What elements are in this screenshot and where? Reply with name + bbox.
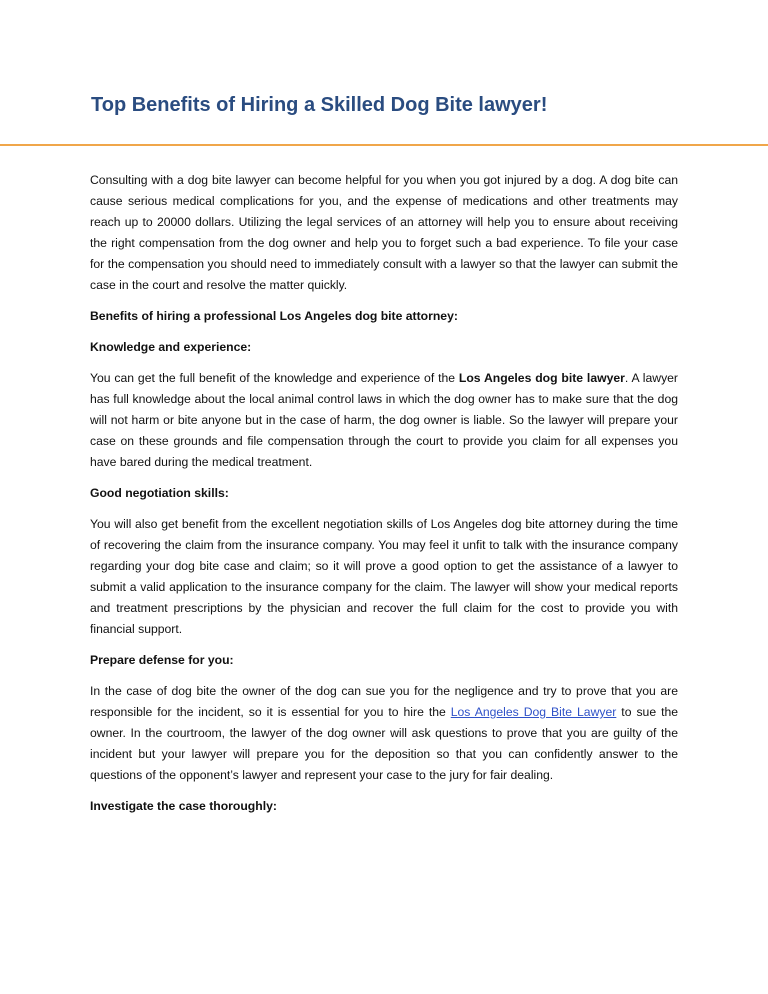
article-body [90,170,678,827]
knowledge-heading: Knowledge and experience: [90,340,252,354]
negotiation-paragraph: You will also get benefit from the excellent negotiation skills of Los Angeles dog bite attorney during the time of recovering the claim from the insurance company. You may feel it unfit to talk with the insurance company regarding your dog bite case and claim; so it will prove a good option to get the assistance of a lawyer to submit a valid application to the insurance company for the claim. The lawyer will show your medical reports and treatment prescriptions by the physician and recover the full claim for the cost to provide you with financial support. [90,517,678,636]
knowledge-bold-phrase: Los Angeles dog bite lawyer [458,371,625,385]
defense-text-before: In the case of dog bite the owner of the dog can sue you for the negligence and try to prove that you are responsible for the incident, so it is essential for you to hire the [90,684,678,719]
knowledge-text-after: . A lawyer has full knowledge about the local animal control laws in which the dog owner has to make sure that the dog will not harm or bite anyone but in the case of harm, the dog owner is liable. So the lawyer will prepare your case on these grounds and file compensation through the court to provide you claim for all expenses you have bared during the medical treatment. [90,371,678,469]
title-divider [0,144,768,146]
defense-paragraph [90,681,678,786]
page-title: Top Benefits of Hiring a Skilled Dog Bite lawyer! [91,94,548,116]
intro-paragraph: Consulting with a dog bite lawyer can become helpful for you when you got injured by a dog. A dog bite can cause serious medical complications for you, and the expense of medications and other treatments may reach up to 20000 dollars. Utilizing the legal services of an attorney will help you to ensure about receiving the right compensation from the dog owner and help you to forget such a bad experience. To file your case for the compensation you should need to immediately consult with a lawyer so that the lawyer can submit the case in the court and resolve the matter quickly. [90,173,678,292]
lawyer-link[interactable]: Los Angeles Dog Bite Lawyer [450,705,617,719]
defense-text-after: to sue the owner. In the courtroom, the lawyer of the dog owner will ask questions to prove that you are guilty of the incident but your lawyer will prepare you for the deposition so that you can confidently answer to the questions of the opponent’s lawyer and represent your case to the jury for fair dealing. [90,705,679,782]
investigate-heading: Investigate the case thoroughly: [90,799,277,813]
negotiation-heading: Good negotiation skills: [90,486,229,500]
knowledge-text-before: You can get the full benefit of the knowledge and experience of the [90,371,459,385]
defense-heading: Prepare defense for you: [90,653,234,667]
benefits-heading: Benefits of hiring a professional Los Angeles dog bite attorney: [90,309,458,323]
knowledge-paragraph [90,368,678,473]
